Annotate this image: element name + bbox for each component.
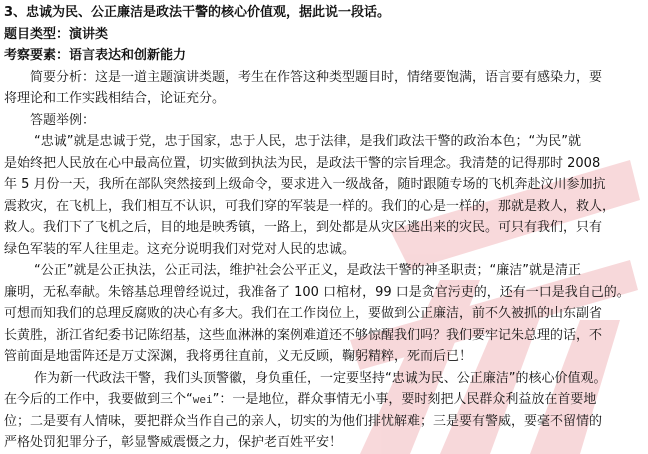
paragraph-line: 廉明，无私奉献。朱镕基总理曾经说过，我准备了 100 口棺材，99 口是贪官污吏的，还有一口是我自己的。 xyxy=(4,284,630,300)
paragraph-line: “忠诚”就是忠诚于党，忠于国家，忠于人民，忠于法律，是我们政法干警的政治本色；“为民”就 xyxy=(34,134,581,149)
paragraph-line: 震救灾，在飞机上，我们相互不认识，可我们穿的军装是一样的。我们的心是一样的，那就是救人，救人， xyxy=(4,198,616,214)
analysis-line: 简要分析：这是一道主题演讲类题，考生在作答这种类型题目时，情绪要饱满，语言要有感染力，要 xyxy=(30,69,603,85)
paragraph-line: 长黄胜，浙江省纪委书记陈绍基，这些血淋淋的案例难道还不够惊醒我们吗？我们要牢记朱总理的话，不 xyxy=(4,327,603,343)
paragraph-line: 绿色军装的军人往里走。这充分说明我们对党对人民的忠诚。 xyxy=(4,241,356,257)
paragraph-line: “公正”就是公正执法，公正司法，维护社会公平正义，是政法干警的神圣职责；“廉洁”就是清正 xyxy=(34,263,581,278)
closing-line: 严格处罚犯罪分子，彰显警威震慑之力，保护老百姓平安！ xyxy=(4,435,343,450)
paragraph-line: 救人。我们下了飞机之后，目的地是映秀镇，一路上，到处都是从灾区逃出来的灾民。可只有我们，只有 xyxy=(4,220,603,235)
closing-line: 作为新一代政法干警，我们头顶警徽，身负重任，一定要坚持“忠诚为民、公正廉洁”的核心价值观。 xyxy=(34,370,607,386)
paragraph-line: 年 5 月份一天，我所在部队突然接到上级命令，要求进入一级战备，随时跟随专场的飞机奔赴汶川参加抗 xyxy=(4,177,606,192)
analysis-line: 将理论和工作实践相结合，论证充分。 xyxy=(4,91,226,106)
question-type: 题目类型：演讲类 xyxy=(4,26,109,42)
examined-elements: 考察要素：语言表达和创新能力 xyxy=(4,48,187,63)
paragraph-line: 是始终把人民放在心中最高位置，切实做到执法为民，是政法干警的宗旨理念。我清楚的记得那时 2008 xyxy=(4,155,601,171)
question-title: 3、忠诚为民、公正廉洁是政法干警的核心价值观，据此说一段话。 xyxy=(4,5,391,20)
closing-line: 位；二是要有人情味，要把群众当作自己的亲人，切实的为他们排忧解难；三是要有警威，要毫不留情的 xyxy=(4,413,603,429)
example-heading: 答题举例： xyxy=(30,112,96,128)
paragraph-line: 可想而知我们的总理反腐败的决心有多大。我们在工作岗位上，要做到公正廉洁，前不久被抓的山东副省 xyxy=(4,306,603,321)
closing-line: 在今后的工作中，我要做到三个“wei”：一是地位，群众事情无小事，要时刻把人民群众利益放在首要地 xyxy=(4,392,597,407)
paragraph-line: 管前面是地雷阵还是万丈深渊，我将勇往直前，义无反顾，鞠躬精粹，死而后已！ xyxy=(4,349,473,364)
wei-term: wei xyxy=(192,393,213,406)
